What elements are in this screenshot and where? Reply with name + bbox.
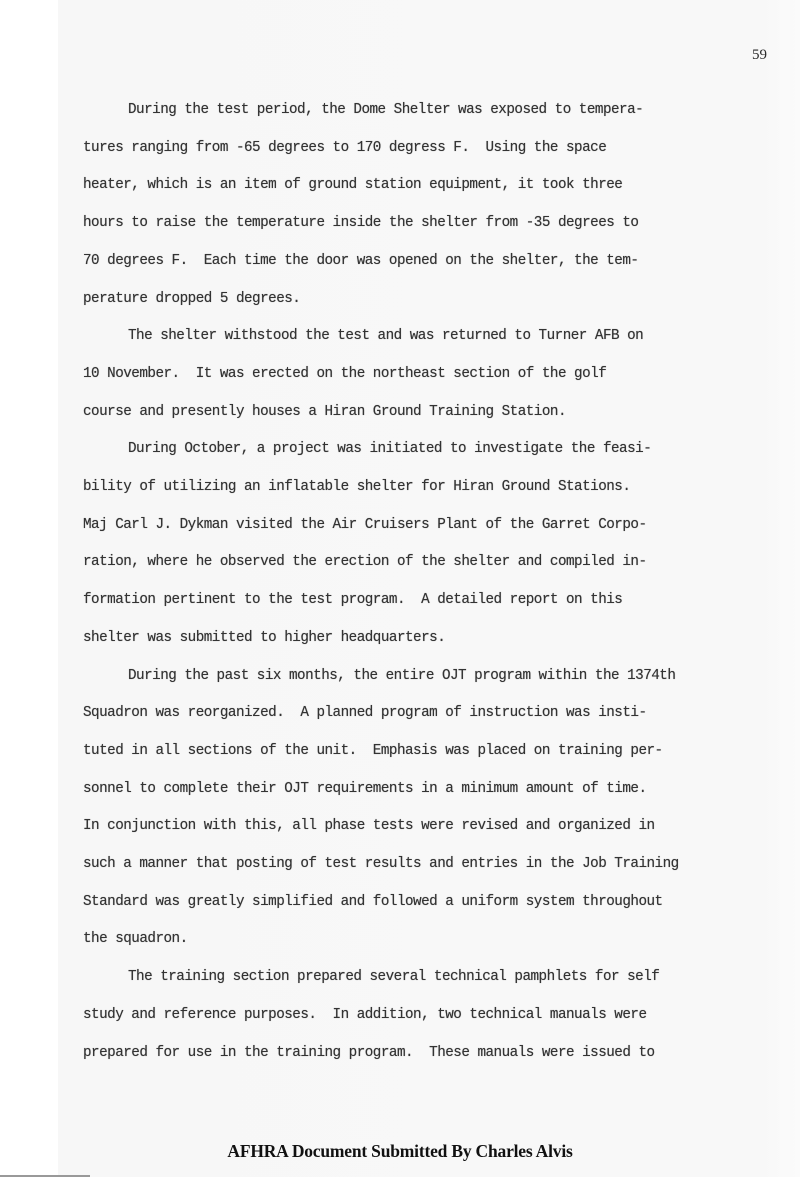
text-line: tuted in all sections of the unit. Emphasis was placed on training per- [83,740,663,759]
paragraph-first-line: During the test period, the Dome Shelter was exposed to tempera- [128,100,644,118]
paragraph-first-line: The training section prepared several technical pamphlets for self [128,967,660,986]
text-line: the squadron. [83,929,188,948]
paragraph-first-line: During October, a project was initiated to investigate the feasi- [128,439,652,458]
text-line: 10 November. It was erected on the northeast section of the golf [83,363,607,382]
text-line: formation pertinent to the test program. A detailed report on this [83,590,623,609]
page-number: 59 [752,47,767,63]
text-line: study and reference purposes. In addition, two technical manuals were [83,1004,647,1023]
text-line: bility of utilizing an inflatable shelter for Hiran Ground Stations. [83,477,631,495]
paragraph-first-line: During the past six months, the entire OJT program within the 1374th [128,665,676,684]
text-line: ration, where he observed the erection of the shelter and compiled in- [83,552,647,571]
text-line: perature dropped 5 degrees. [83,288,301,307]
text-line: course and presently houses a Hiran Ground Training Station. [83,401,567,420]
text-line: tures ranging from -65 degrees to 170 degress F. Using the space [83,137,607,156]
text-line: 70 degrees F. Each time the door was opened on the shelter, the tem- [83,250,639,269]
paragraph-first-line: The shelter withstood the test and was returned to Turner AFB on [128,326,644,345]
text-line: Squadron was reorganized. A planned program of instruction was insti- [83,703,647,722]
scan-margin [0,0,58,1177]
footer-attribution: AFHRA Document Submitted By Charles Alvis [227,1141,573,1161]
text-line: Maj Carl J. Dykman visited the Air Cruisers Plant of the Garret Corpo- [83,514,647,533]
text-line: such a manner that posting of test results and entries in the Job Training [83,854,679,872]
text-line: sonnel to complete their OJT requirements in a minimum amount of time. [83,778,647,797]
text-line: Standard was greatly simplified and followed a uniform system throughout [83,891,663,910]
text-line: hours to raise the temperature inside the shelter from -35 degrees to [83,213,639,232]
text-line: heater, which is an item of ground station equipment, it took three [83,175,623,194]
text-line: shelter was submitted to higher headquarters. [83,627,446,646]
text-line: In conjunction with this, all phase tests were revised and organized in [83,816,655,835]
text-line: prepared for use in the training program. These manuals were issued to [83,1042,655,1061]
